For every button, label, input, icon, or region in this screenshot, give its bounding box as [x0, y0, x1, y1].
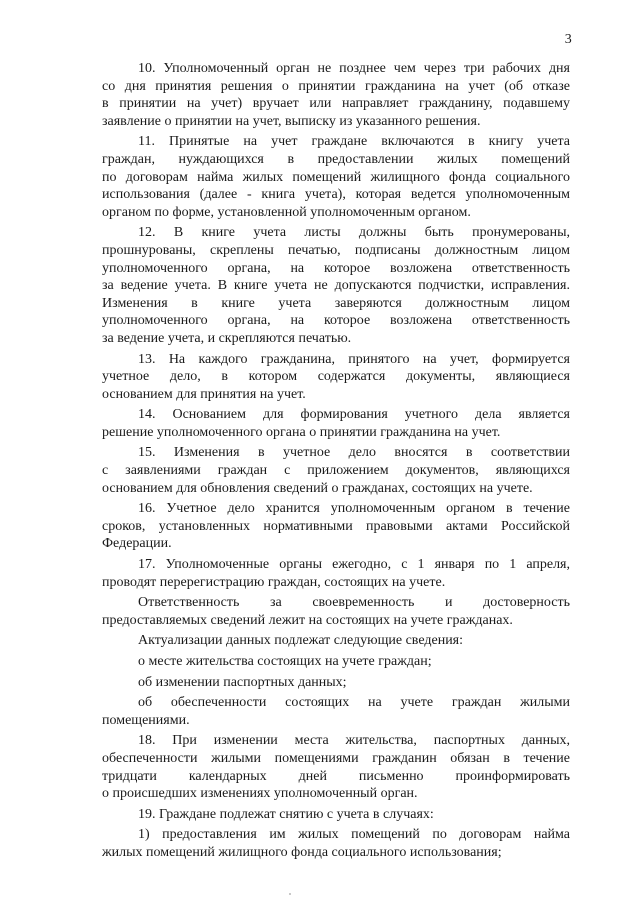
paragraph [102, 594, 570, 629]
text-line: уполномоченного органа, на которое возложена ответственность [102, 313, 570, 329]
text-line: Актуализации данных подлежат следующие сведения: [138, 633, 464, 649]
paragraph [102, 224, 570, 347]
paragraph-gap [102, 862, 570, 865]
text-line: заявление о принятии на учет, выписку из указанного решения. [102, 113, 481, 129]
text-line: 14. Основанием для формирования учетного дела является [138, 407, 570, 423]
text-line: об изменении паспортных данных; [138, 674, 347, 690]
text-line: 12. В книге учета листы должны быть пронумерованы, [138, 225, 570, 241]
text-line: за ведение учета. В книге учета не допускаются подчистки, исправления. [102, 278, 570, 294]
paragraph [102, 444, 570, 497]
text-line: с заявлениями граждан с приложением документов, являющихся [102, 463, 570, 479]
text-line: помещениями. [102, 712, 190, 728]
text-line: предоставляемых сведений лежит на состоящих на учете гражданах. [102, 612, 513, 628]
paragraph [102, 826, 570, 861]
text-line: 19. Граждане подлежат снятию с учета в случаях: [138, 806, 434, 822]
paragraph [102, 406, 570, 441]
text-line: 1) предоставления им жилых помещений по договорам найма [138, 827, 570, 843]
text-line: об обеспеченности состоящих на учете граждан жилыми [138, 695, 570, 711]
text-line: 13. На каждого гражданина, принятого на учет, формируется [138, 351, 570, 367]
document-body [102, 60, 570, 865]
text-line: уполномоченного органа, на которое возложена ответственность [102, 260, 570, 276]
text-line: 16. Учетное дело хранится уполномоченным органом в течение [138, 501, 570, 517]
text-line: Ответственность за своевременность и достоверность [138, 595, 570, 611]
paragraph [102, 60, 570, 130]
text-line: обеспеченности жилыми помещениями гражданин обязан в течение [102, 750, 570, 766]
paragraph [102, 732, 570, 802]
text-line: о месте жительства состоящих на учете граждан; [138, 654, 432, 669]
paragraph [102, 653, 570, 671]
page-number: 3 [564, 32, 572, 47]
text-line: 10. Уполномоченный орган не позднее чем через три рабочих дня [138, 61, 570, 76]
scan-dot [289, 893, 291, 895]
paragraph [102, 632, 570, 650]
paragraph [102, 806, 570, 824]
text-line: решение уполномоченного органа о принятии гражданина на учет. [102, 424, 501, 440]
text-line: учетное дело, в котором содержатся документы, являющиеся [102, 369, 570, 385]
text-line: со дня принятия решения о принятии гражданина на учет (об отказе [102, 78, 570, 94]
text-line: проводят перерегистрацию граждан, состоящих на учете. [102, 574, 446, 590]
text-line: о происшедших изменениях уполномоченный орган. [102, 786, 418, 802]
paragraph [102, 500, 570, 553]
text-line: сроков, установленных нормативными правовыми актами Российской [102, 518, 570, 534]
text-line: Изменения в книге учета заверяются должностным лицом [102, 295, 570, 311]
paragraph [102, 556, 570, 591]
text-line: в принятии на учет) вручает или направляет гражданину, подавшему [102, 96, 570, 112]
paragraph [102, 351, 570, 404]
text-line: прошнурованы, скреплены печатью, подписаны должностным лицом [102, 242, 570, 258]
text-line: Федерации. [102, 536, 172, 552]
paragraph [102, 694, 570, 729]
text-line: 17. Уполномоченные органы ежегодно, с 1 января по 1 апреля, [138, 557, 570, 573]
text-line: тридцати календарных дней письменно проинформировать [102, 768, 570, 784]
text-line: 18. При изменении места жительства, паспортных данных, [138, 733, 570, 749]
paragraph [102, 674, 570, 692]
text-line: за ведение учета, и скрепляются печатью. [102, 330, 352, 346]
text-line: граждан, нуждающихся в предоставлении жилых помещений [102, 151, 570, 167]
text-line: 15. Изменения в учетное дело вносятся в соответствии [138, 445, 570, 461]
text-line: по договорам найма жилых помещений жилищного фонда социального [102, 169, 570, 185]
text-line: жилых помещений жилищного фонда социального использования; [102, 844, 502, 860]
text-line: основанием для обновления сведений о гражданах, состоящих на учете. [102, 480, 533, 496]
text-line: органом по форме, установленной уполномоченным органом. [102, 204, 471, 220]
text-line: 11. Принятые на учет граждане включаются в книгу учета [138, 134, 570, 150]
text-line: основанием для принятия на учет. [102, 386, 306, 402]
paragraph [102, 133, 570, 221]
text-line: использования (далее - книга учета), которая ведется уполномоченным [102, 187, 570, 203]
